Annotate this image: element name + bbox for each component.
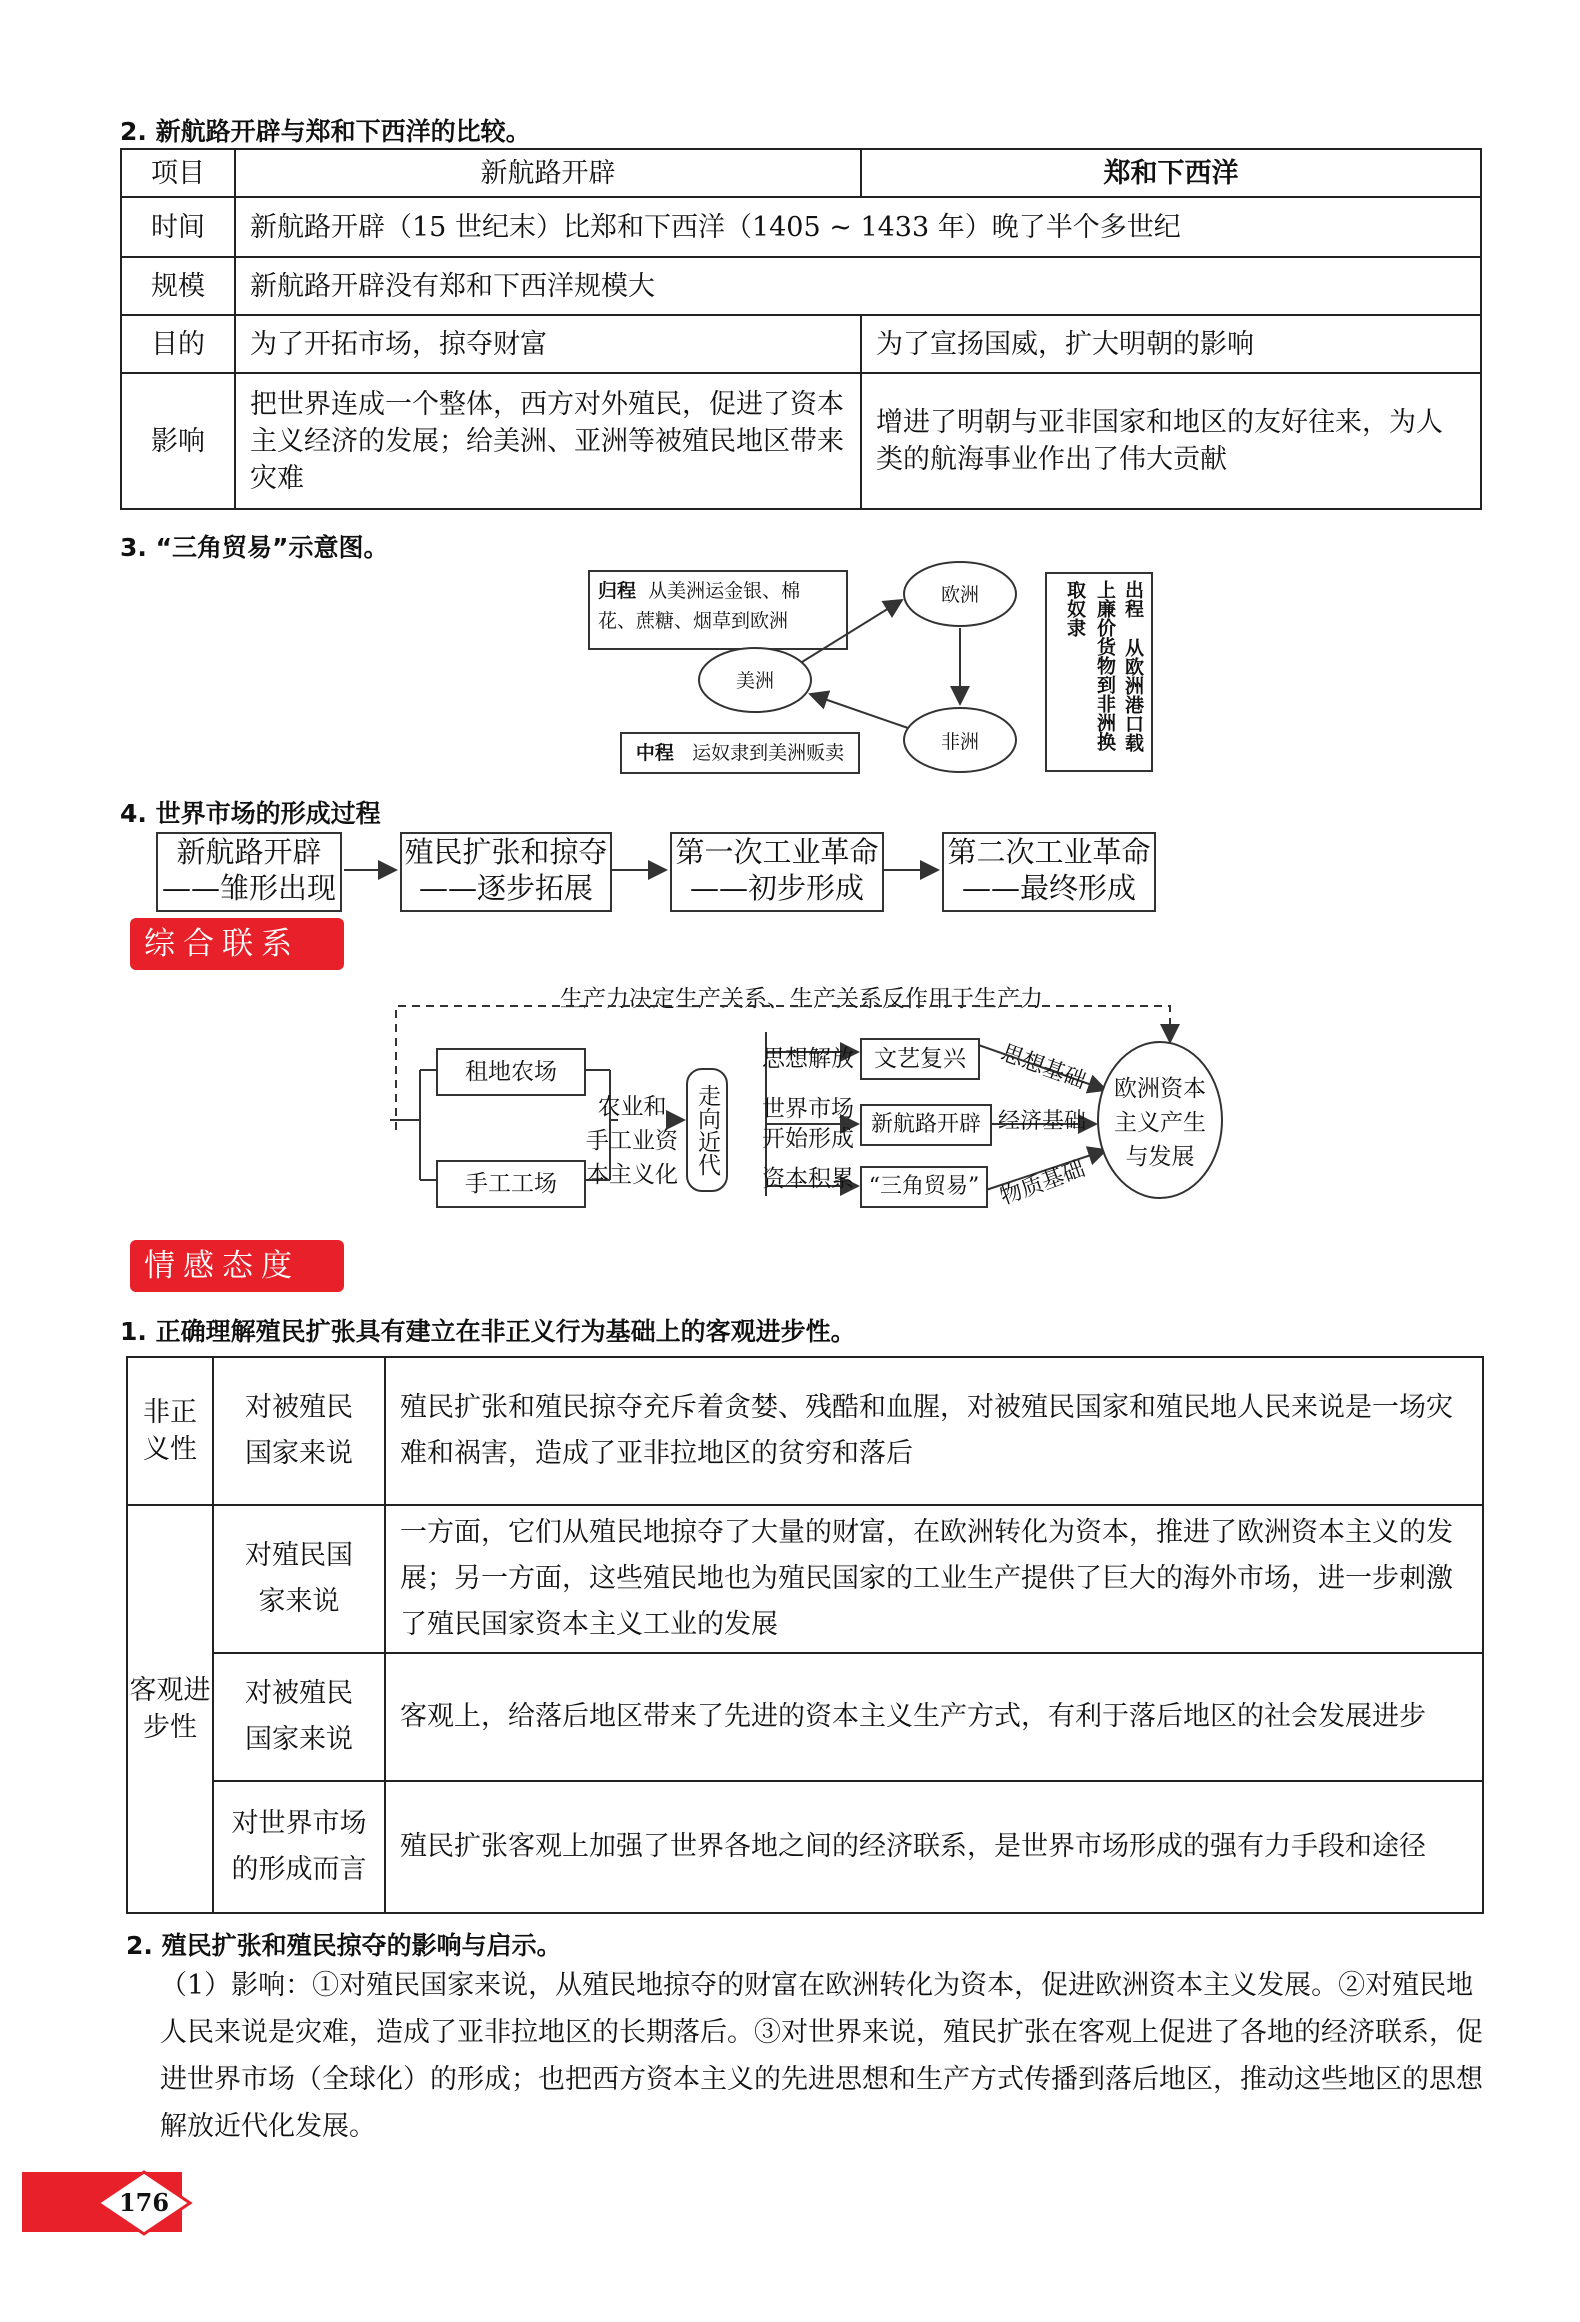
out-col2: 从欧洲港口载: [1122, 638, 1144, 752]
unjust-label: 非正 义性: [127, 1357, 213, 1505]
label-world-market-2: 开始形成: [762, 1126, 854, 1152]
r3-label: 对被殖民 国家来说: [213, 1653, 385, 1781]
label-thought-basis: 思想基础: [997, 1040, 1089, 1095]
flow-step-4: [942, 832, 1156, 912]
impact-zhenghe: 增进了明朝与亚非国家和地区的友好往来，为人类的航海事业作出了伟大贡献: [861, 373, 1481, 509]
r1-label: 对被殖民 国家来说: [213, 1357, 385, 1505]
header-new-route: 新航路开辟: [235, 149, 861, 197]
agri-line-1: 农业和: [597, 1094, 667, 1120]
label-world-market-1: 世界市场: [762, 1096, 854, 1122]
label-world-market: [762, 1094, 854, 1154]
r4-label: 对世界市场 的形成而言: [213, 1781, 385, 1913]
goal-line-2: 主义产生: [1114, 1110, 1206, 1136]
new-route-box: 新航路开辟: [860, 1104, 992, 1146]
section-2-title: 2. 新航路开辟与郑和下西洋的比较。: [120, 117, 531, 146]
renaissance-box: 文艺复兴: [860, 1038, 980, 1080]
header-item: 项目: [121, 149, 235, 197]
out-col1: 出程: [1122, 580, 1144, 618]
comparison-table: [120, 148, 1482, 510]
flow-step-2-bottom: ——逐步拓展: [418, 871, 593, 905]
flow-step-2-top: 殖民扩张和掠夺: [404, 835, 608, 869]
label-capital-accumulation: 资本积累: [762, 1166, 854, 1192]
purpose-zhenghe: 为了宣扬国威，扩大明朝的影响: [861, 315, 1481, 373]
progress-label: 客观进 步性: [127, 1505, 213, 1913]
r4-text: 殖民扩张客观上加强了世界各地之间的经济联系，是世界市场形成的强有力手段和途径: [385, 1781, 1483, 1913]
label-material-basis: 物质基础: [997, 1156, 1089, 1211]
time-text: 新航路开辟（15 世纪末）比郑和下西洋（1405 ~ 1433 年）晚了半个多世纪: [235, 197, 1481, 257]
emotion-2-title: 2. 殖民扩张和殖民掠夺的影响与启示。: [126, 1931, 562, 1960]
goal-circle-text: [1100, 1072, 1220, 1174]
out-col4: 取奴隶: [1064, 580, 1086, 637]
agri-capitalism: [582, 1090, 682, 1192]
row-label-purpose: 目的: [121, 315, 235, 373]
r2-label: 对殖民国 家来说: [213, 1505, 385, 1653]
goal-line-3: 与发展: [1125, 1144, 1195, 1170]
emotion-1-title: 1. 正确理解殖民扩张具有建立在非正义行为基础上的客观进步性。: [120, 1317, 856, 1346]
page-number: 176: [118, 2188, 170, 2217]
r3-text: 客观上，给落后地区带来了先进的资本主义生产方式，有利于落后地区的社会发展进步: [385, 1653, 1483, 1781]
flow-arrows: [340, 850, 950, 890]
outbound-route-box: [1045, 572, 1153, 772]
row-label-scale: 规模: [121, 257, 235, 315]
section-4-title: 4. 世界市场的形成过程: [120, 799, 381, 828]
row-label-impact: 影响: [121, 373, 235, 509]
middle-label: 中程: [635, 742, 674, 764]
america-label: 美洲: [735, 670, 774, 692]
flow-step-3-top: 第一次工业革命: [675, 835, 879, 869]
scale-text: 新航路开辟没有郑和下西洋规模大: [235, 257, 1481, 315]
modern-box: 走向近代: [686, 1068, 728, 1192]
badge-emotion: 情感态度: [130, 1240, 344, 1292]
agri-line-3: 本主义化: [586, 1162, 678, 1188]
flow-step-1: [156, 832, 342, 912]
workshop-box: 手工工场: [436, 1160, 586, 1208]
row-label-time: 时间: [121, 197, 235, 257]
r2-text: 一方面，它们从殖民地掠夺了大量的财富，在欧洲转化为资本，推进了欧洲资本主义的发展；另一方面，这些殖民地也为殖民国家的工业生产提供了巨大的海外市场，进一步刺激了殖民国家资本主义工业的发展: [385, 1505, 1483, 1653]
flow-step-3-bottom: ——初步形成: [689, 871, 864, 905]
purpose-new-route: 为了开拓市场，掠夺财富: [235, 315, 861, 373]
farm-box: 租地农场: [436, 1048, 586, 1096]
header-zhenghe: 郑和下西洋: [861, 149, 1481, 197]
europe-label: 欧洲: [940, 584, 979, 606]
middle-text: 运奴隶到美洲贩卖: [692, 742, 845, 764]
label-thought-liberation: 思想解放: [762, 1046, 854, 1072]
label-economic-basis: 经济基础: [998, 1109, 1087, 1134]
out-col3: 上廉价货物到非洲换: [1094, 580, 1116, 751]
africa-label: 非洲: [940, 731, 979, 753]
flow-step-1-bottom: ——雏形出现: [161, 871, 336, 905]
emotion-table: [126, 1356, 1484, 1914]
return-label: 归程: [598, 580, 637, 602]
section-3-title: 3. “三角贸易”示意图。: [120, 533, 389, 562]
badge-comprehensive: 综合联系: [130, 918, 344, 970]
flow-step-4-top: 第二次工业革命: [947, 835, 1151, 869]
flow-step-4-bottom: ——最终形成: [961, 871, 1136, 905]
flow-step-1-top: 新航路开辟: [176, 835, 322, 869]
agri-line-2: 手工业资: [586, 1128, 678, 1154]
r1-text: 殖民扩张和殖民掠夺充斥着贪婪、残酷和血腥，对被殖民国家和殖民地人民来说是一场灾难和祸害，造成了亚非拉地区的贫穷和落后: [385, 1357, 1483, 1505]
impact-paragraph: （1）影响：①对殖民国家来说，从殖民地掠夺的财富在欧洲转化为资本，促进欧洲资本主义发展。②对殖民地人民来说是灾难，造成了亚非拉地区的长期落后。③对世界来说，殖民扩张在客观上促进了各地的经济联系，促进世界市场（全球化）的形成；也把西方资本主义的先进思想和生产方式传播到落后地区，推动这些地区的思想解放近代化发展。: [160, 1970, 1483, 2142]
return-text: 从美洲运金银、棉花、蔗糖、烟草到欧洲: [598, 580, 801, 632]
triangle-trade-box: “三角贸易”: [860, 1166, 988, 1208]
top-caption: 生产力决定生产关系、生产关系反作用于生产力: [560, 986, 1043, 1012]
impact-new-route: 把世界连成一个整体，西方对外殖民，促进了资本主义经济的发展；给美洲、亚洲等被殖民地区带来灾难: [235, 373, 861, 509]
goal-line-1: 欧洲资本: [1114, 1076, 1206, 1102]
